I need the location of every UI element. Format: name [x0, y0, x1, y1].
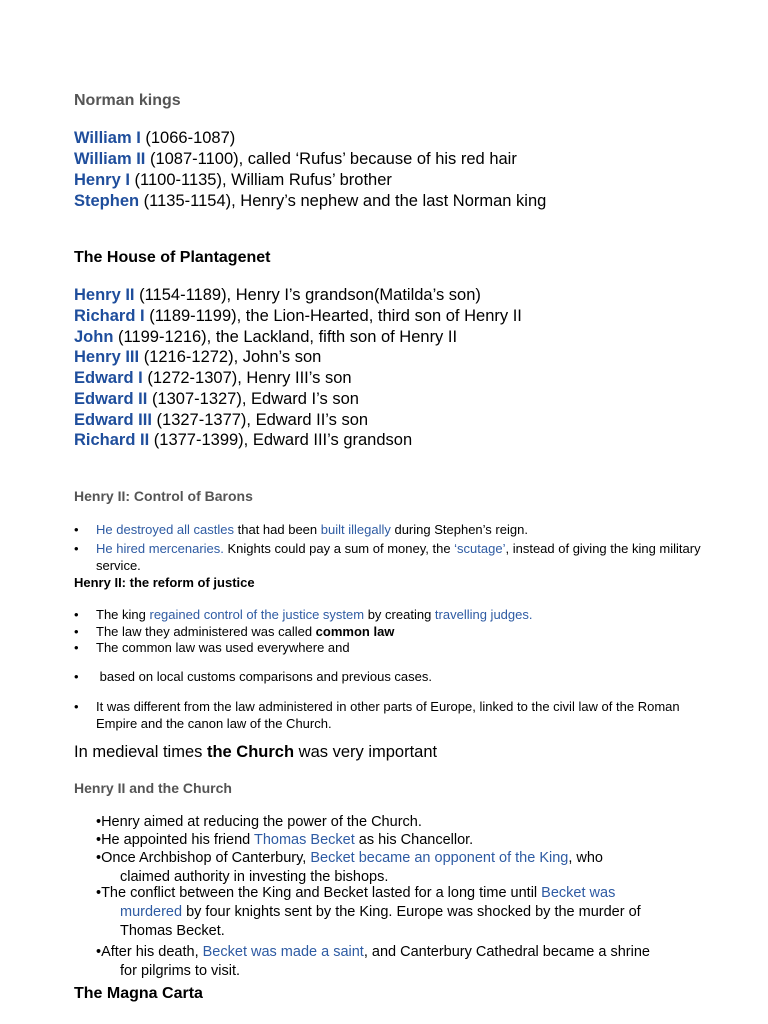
king-desc: (1189-1199), the Lion-Hearted, third son of Henry II	[144, 307, 522, 325]
body-text: was very important	[294, 743, 438, 761]
body-text: •He appointed his friend	[96, 832, 254, 848]
body-text: •After his death,	[96, 944, 203, 960]
king-desc: (1327-1377), Edward II’s son	[151, 411, 369, 429]
highlight-text: Becket was	[541, 885, 616, 901]
list-item	[74, 668, 714, 685]
body-text: , and Canterbury Cathedral became a shrine	[363, 944, 650, 960]
king-line	[74, 327, 457, 347]
body-text: It was different from the law administered in other parts of Europe, linked to the civil law of the Roman Empire and the canon law of the Church.	[96, 699, 680, 731]
king-name: Richard II	[74, 431, 150, 449]
king-line	[74, 191, 546, 211]
body-text: •The conflict between the King and Becket lasted for a long time until	[96, 885, 542, 901]
body-text: The law they administered was called	[96, 624, 316, 639]
highlight-text: .	[528, 607, 533, 622]
body-text: Thomas Becket.	[120, 923, 225, 939]
highlight-text: He destroyed all castles	[96, 522, 235, 537]
bullet-icon: •	[74, 522, 79, 537]
king-name: Edward II	[74, 390, 148, 408]
king-desc: (1087-1100), called ‘Rufus’ because of his red hair	[145, 150, 517, 168]
list-item	[74, 606, 714, 623]
king-desc: (1199-1216), the Lackland, fifth son of Henry II	[113, 328, 458, 346]
king-name: Richard I	[74, 307, 145, 325]
king-line	[74, 410, 368, 430]
highlight-text: built illegally	[320, 522, 391, 537]
list-item	[74, 639, 714, 656]
king-line	[74, 306, 522, 326]
king-line	[74, 368, 352, 388]
king-line	[74, 170, 392, 190]
highlight-text: travelling judges	[434, 607, 529, 622]
list-item	[96, 884, 696, 941]
list-item: •Henry aimed at reducing the power of the Church.	[96, 814, 422, 830]
highlight-text: Thomas Becket	[253, 832, 355, 848]
king-name: Edward III	[74, 411, 152, 429]
king-name: Edward I	[74, 369, 143, 387]
highlight-text: regained control of the justice system	[149, 607, 365, 622]
bullet-icon: •	[74, 640, 79, 655]
king-desc: (1100-1135), William Rufus’ brother	[129, 171, 392, 189]
king-line	[74, 285, 481, 305]
king-name: William I	[74, 129, 141, 147]
body-text: , who	[568, 850, 604, 866]
plantagenet-heading: The House of Plantagenet	[74, 249, 271, 266]
king-name: John	[74, 328, 114, 346]
henry-church-heading: Henry II and the Church	[74, 780, 232, 796]
bullet-icon: •	[74, 541, 79, 556]
highlight-text: murdered	[120, 904, 183, 920]
list-item	[74, 623, 714, 640]
body-text: The king	[96, 607, 150, 622]
body-text: during Stephen’s reign.	[390, 522, 528, 537]
body-text: claimed authority in investing the bishops.	[120, 869, 389, 885]
bullet-icon: •	[74, 607, 79, 622]
highlight-text: Becket was made a saint	[202, 944, 364, 960]
king-desc: (1216-1272), John’s son	[139, 348, 322, 366]
king-line	[74, 128, 235, 148]
list-item	[74, 540, 714, 574]
church-heading	[74, 743, 437, 762]
king-line	[74, 149, 517, 169]
list-item	[74, 521, 714, 538]
king-desc: (1135-1154), Henry’s nephew and the last Norman king	[139, 192, 547, 210]
body-text: by four knights sent by the King. Europe was shocked by the murder of	[182, 904, 641, 920]
king-name: William II	[74, 150, 146, 168]
body-text: Knights could pay a sum of money, the	[223, 541, 455, 556]
highlight-text: He hired mercenaries.	[96, 541, 224, 556]
list-item	[96, 849, 696, 887]
king-name: Henry I	[74, 171, 130, 189]
norman-kings-heading: Norman kings	[74, 92, 181, 109]
king-desc: (1307-1327), Edward I’s son	[147, 390, 359, 408]
body-text: as his Chancellor.	[354, 832, 474, 848]
bold-text: the Church	[206, 743, 295, 761]
king-desc: (1272-1307), Henry III’s son	[142, 369, 352, 387]
king-line	[74, 347, 321, 367]
list-item	[96, 831, 696, 850]
body-text: The common law was used everywhere and	[96, 640, 350, 655]
body-text: , instead of giving the king military service.	[96, 541, 701, 573]
body-text: •Once Archbishop of Canterbury,	[96, 850, 311, 866]
king-line	[74, 430, 412, 450]
barons-heading: Henry II: Control of Barons	[74, 488, 253, 504]
list-item	[74, 698, 714, 732]
king-name: Henry III	[74, 348, 140, 366]
list-item	[96, 943, 696, 981]
body-text: that had been	[234, 522, 321, 537]
body-text: by creating	[364, 607, 435, 622]
king-desc: (1154-1189), Henry I’s grandson(Matilda’s son)	[134, 286, 481, 304]
highlight-text: ‘scutage’	[454, 541, 506, 556]
bullet-icon: •	[74, 669, 79, 684]
magna-carta-heading: The Magna Carta	[74, 985, 203, 1002]
bullet-icon: •	[74, 699, 79, 714]
justice-heading: Henry II: the reform of justice	[74, 575, 255, 590]
king-name: Henry II	[74, 286, 135, 304]
king-line	[74, 389, 359, 409]
bullet-icon: •	[74, 624, 79, 639]
body-text: based on local customs comparisons and previous cases.	[96, 669, 433, 684]
bold-text: common law	[315, 624, 395, 639]
king-desc: (1066-1087)	[140, 129, 236, 147]
highlight-text: Becket became an opponent of the King	[310, 850, 569, 866]
body-text: In medieval times	[74, 743, 207, 761]
body-text: for pilgrims to visit.	[120, 963, 241, 979]
king-name: Stephen	[74, 192, 140, 210]
king-desc: (1377-1399), Edward III’s grandson	[149, 431, 413, 449]
